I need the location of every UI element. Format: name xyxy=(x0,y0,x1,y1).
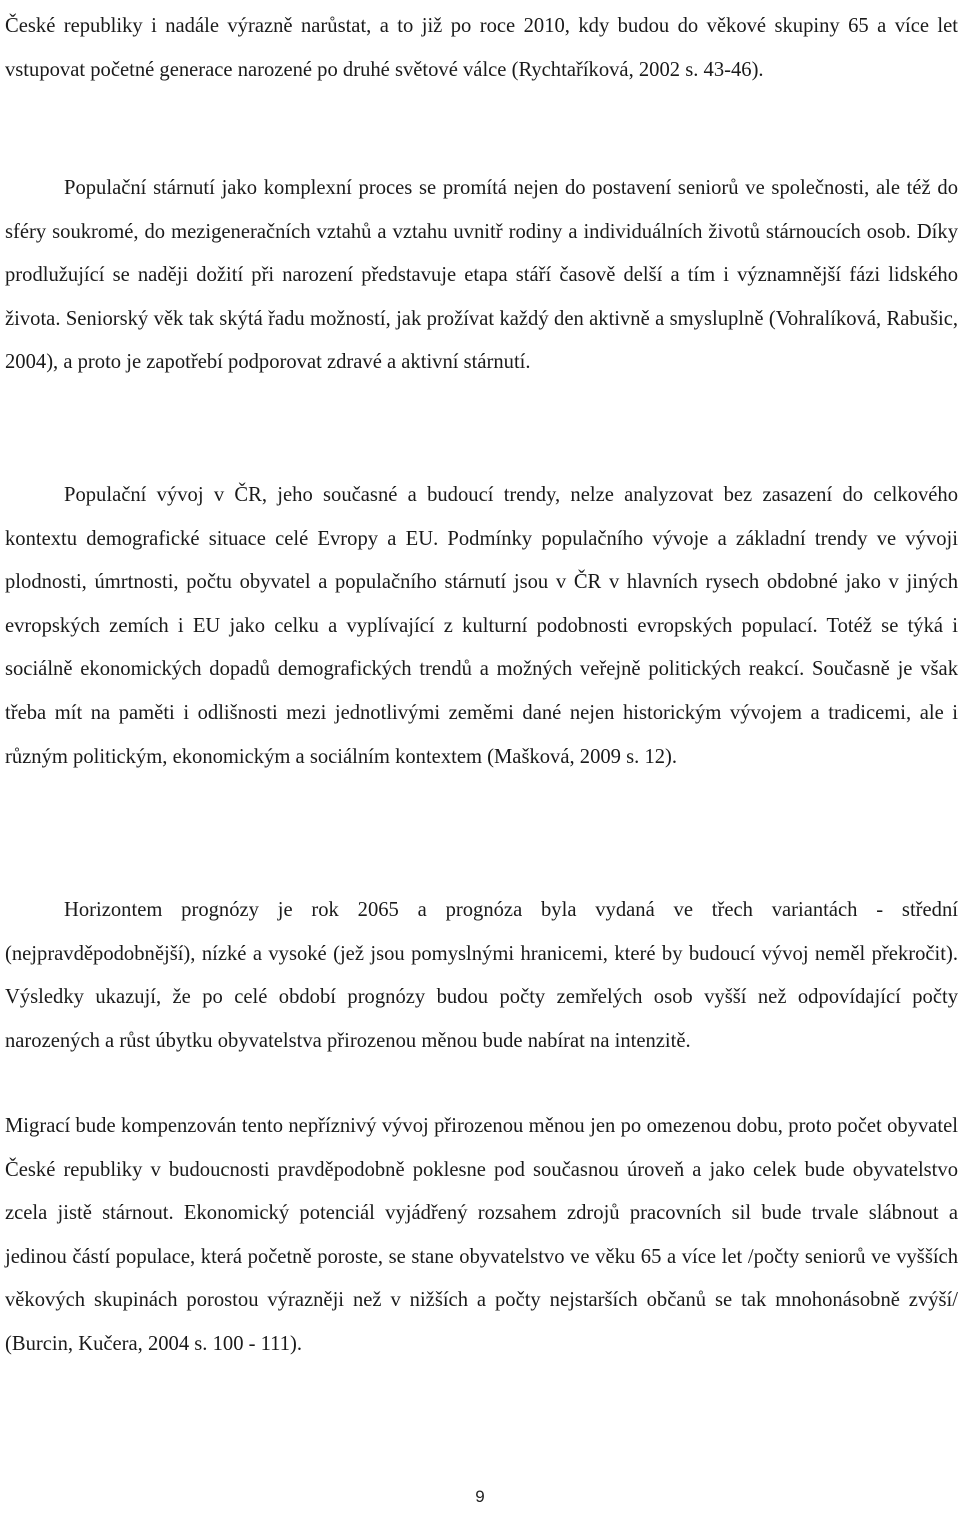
paragraph-forecast-horizon: Horizontem prognózy je rok 2065 a prognóza byla vydaná ve třech variantách - střední (nejpravděpodobnější), nízké a vysoké (jež jsou pomyslnými hranicemi, které by budoucí vývoj neměl překročit). Výsledky ukazují, že po celé období prognózy budou počty zemřelých osob vyšší než odpovídající počty narozených a růst úbytku obyvatelstva přirozenou měnou bude nabírat na intenzitě. xyxy=(5,899,958,1052)
paragraph-population-development: Populační vývoj v ČR, jeho současné a budoucí trendy, nelze analyzovat bez zasazení do celkového kontextu demografické situace celé Evropy a EU. Podmínky populačního vývoje a základní trendy ve vývoji plodnosti, úmrtnosti, počtu obyvatel a populačního stárnutí jsou v ČR v hlavních rysech obdobné jako v jiných evropských zemích i EU jako celku a vyplívající z kulturní podobnosti evropských populací. Totéž se týká i sociálně ekonomických dopadů demografických trendů a možných veřejně politických reakcí. Současně je však třeba mít na paměti i odlišnosti mezi jednotlivými zeměmi dané nejen historickým vývojem a tradicemi, ale i různým politickým, ekonomickým a sociálním kontextem (Mašková, 2009 s. 12). xyxy=(5,484,958,768)
page-number: 9 xyxy=(475,1487,485,1506)
paragraph-continuation: České republiky i nadále výrazně narůstat, a to již po roce 2010, kdy budou do věkové skupiny 65 a více let vstupovat početné generace narozené po druhé světové válce (Rychtaříková, 2002 s. 43-46). xyxy=(5,15,958,81)
paragraph-migration: Migrací bude kompenzován tento nepříznivý vývoj přirozenou měnou jen po omezenou dobu, proto počet obyvatel České republiky v budoucnosti pravděpodobně poklesne pod současnou úroveň a jako celek bude obyvatelstvo zcela jistě stárnout. Ekonomický potenciál vyjádřený rozsahem zdrojů pracovních sil bude trvale slábnout a jedinou částí populace, která početně poroste, se stane obyvatelstvo ve věku 65 a více let /počty seniorů ve vyšších věkových skupinách porostou výrazněji než v nižších a počty nejstarších občanů se tak mnohonásobně zvýší/ (Burcin, Kučera, 2004 s. 100 - 111). xyxy=(5,1115,958,1355)
paragraph-population-aging: Populační stárnutí jako komplexní proces se promítá nejen do postavení seniorů ve společnosti, ale též do sféry soukromé, do mezigeneračních vztahů a vztahu uvnitř rodiny a individuálních životů stárnoucích osob. Díky prodlužující se naději dožití při narození představuje etapa stáří časově delší a tím i významnější fázi lidského života. Seniorský věk tak skýtá řadu možností, jak prožívat každý den aktivně a smysluplně (Vohralíková, Rabušic, 2004), a proto je zapotřebí podporovat zdravé a aktivní stárnutí. xyxy=(5,177,958,374)
